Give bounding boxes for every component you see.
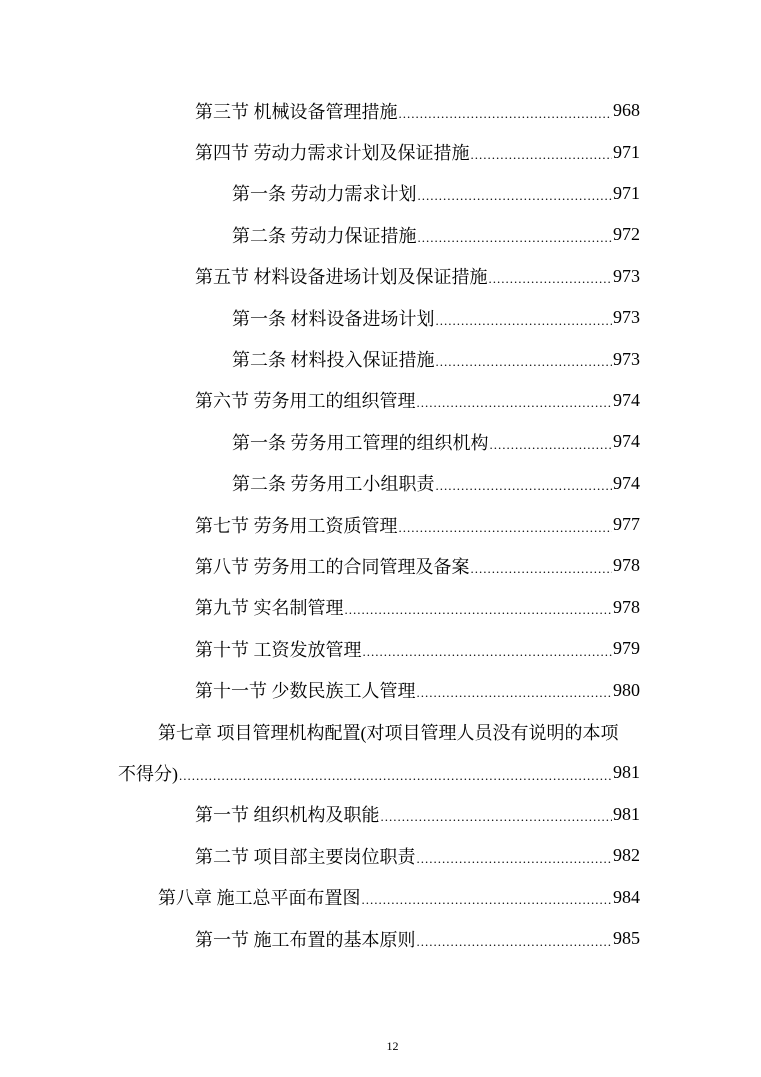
toc-entry-page: 982 — [613, 845, 640, 866]
toc-entry-page: 985 — [613, 928, 640, 948]
toc-entry[interactable] — [0, 794, 640, 835]
toc-entry-page: 974 — [613, 472, 640, 493]
dot-leader — [417, 934, 613, 950]
toc-entry-title: 第四节 劳动力需求计划及保证措施 — [195, 143, 470, 164]
toc-entry-title: 第十一节 少数民族工人管理 — [195, 681, 416, 702]
toc-entry[interactable] — [0, 214, 640, 255]
toc-entry-title: 第八节 劳务用工的合同管理及备案 — [195, 556, 470, 577]
toc-entry-page: 974 — [613, 431, 640, 452]
dot-leader — [362, 892, 613, 908]
toc-entry[interactable] — [0, 131, 640, 172]
toc-entry-page: 981 — [613, 762, 640, 783]
toc-entry-page: 972 — [613, 224, 640, 245]
toc-entry-title: 第六节 劳务用工的组织管理 — [195, 391, 416, 412]
toc-entry[interactable] — [0, 918, 640, 959]
toc-entry-title: 第二条 材料投入保证措施 — [232, 350, 435, 371]
toc-entry-title: 第五节 材料设备进场计划及保证措施 — [195, 267, 488, 288]
dot-leader — [418, 188, 613, 204]
toc-entry-page: 979 — [613, 638, 640, 659]
toc-entry-title: 第一节 组织机构及职能 — [195, 805, 380, 826]
dot-leader — [436, 313, 613, 329]
toc-entry-title: 第一节 施工布置的基本原则 — [195, 929, 416, 950]
toc-entry-page: 977 — [613, 514, 640, 535]
toc-entry-title: 第三节 机械设备管理措施 — [195, 101, 398, 122]
dot-leader — [417, 395, 613, 411]
page-number: 12 — [386, 1039, 399, 1053]
dot-leader — [417, 685, 613, 701]
toc-entry-page: 980 — [613, 679, 640, 700]
toc-entry-title: 第二条 劳务用工小组职责 — [232, 474, 435, 495]
toc-entry-page: 974 — [613, 389, 640, 410]
toc-entry-page: 973 — [613, 265, 640, 286]
dot-leader — [399, 520, 613, 536]
toc-entry-title: 不得分) — [118, 763, 178, 784]
toc-entry[interactable] — [0, 835, 640, 876]
toc-entry[interactable] — [0, 876, 640, 917]
toc-entry-title: 第二节 项目部主要岗位职责 — [195, 846, 416, 867]
toc-entry-title: 第七节 劳务用工资质管理 — [195, 515, 398, 536]
toc-entry-page: 984 — [613, 886, 640, 907]
toc-entry[interactable] — [0, 504, 640, 545]
toc-entry[interactable] — [0, 256, 640, 297]
toc-entry[interactable] — [0, 628, 640, 669]
toc-entry[interactable] — [0, 380, 640, 421]
toc-entry[interactable] — [0, 752, 640, 793]
toc-entry[interactable] — [0, 463, 640, 504]
toc-entry-page: 978 — [613, 555, 640, 576]
toc-entry-title: 第一条 材料设备进场计划 — [232, 308, 435, 329]
dot-leader — [436, 354, 613, 370]
toc-entry-page: 973 — [613, 307, 640, 328]
toc-entry-page: 981 — [613, 803, 640, 824]
dot-leader — [489, 271, 613, 287]
toc-entry[interactable] — [0, 587, 640, 628]
toc-entry-title: 第八章 施工总平面布置图 — [158, 888, 361, 909]
toc-entry-page: 973 — [613, 348, 640, 369]
toc-entry[interactable] — [0, 173, 640, 214]
toc-entry-page: 978 — [613, 596, 640, 617]
dot-leader — [381, 809, 613, 825]
toc-entry[interactable] — [0, 338, 640, 379]
dot-leader — [417, 851, 613, 867]
dot-leader — [471, 147, 613, 163]
dot-leader — [363, 644, 613, 660]
toc-entry[interactable] — [0, 421, 640, 462]
dot-leader — [179, 768, 612, 784]
dot-leader — [345, 602, 613, 618]
toc-entry[interactable] — [0, 90, 640, 131]
toc-entry[interactable] — [0, 711, 640, 752]
table-of-contents — [0, 90, 761, 959]
dot-leader — [418, 230, 613, 246]
dot-leader — [471, 561, 613, 577]
dot-leader — [490, 437, 613, 453]
toc-entry-page: 971 — [613, 182, 640, 203]
dot-leader — [399, 106, 613, 122]
toc-entry-title: 第一条 劳务用工管理的组织机构 — [232, 432, 489, 453]
toc-entry-title: 第九节 实名制管理 — [195, 598, 344, 619]
toc-entry[interactable] — [0, 545, 640, 586]
toc-entry-title: 第二条 劳动力保证措施 — [232, 225, 417, 246]
toc-entry-title: 第十节 工资发放管理 — [195, 639, 362, 660]
toc-entry[interactable] — [0, 297, 640, 338]
toc-entry-title: 第一条 劳动力需求计划 — [232, 184, 417, 205]
toc-entry-title: 第七章 项目管理机构配置(对项目管理人员没有说明的本项 — [158, 722, 619, 743]
toc-entry[interactable] — [0, 669, 640, 710]
toc-entry-page: 968 — [613, 100, 640, 121]
toc-entry-page: 971 — [613, 141, 640, 162]
dot-leader — [436, 478, 613, 494]
